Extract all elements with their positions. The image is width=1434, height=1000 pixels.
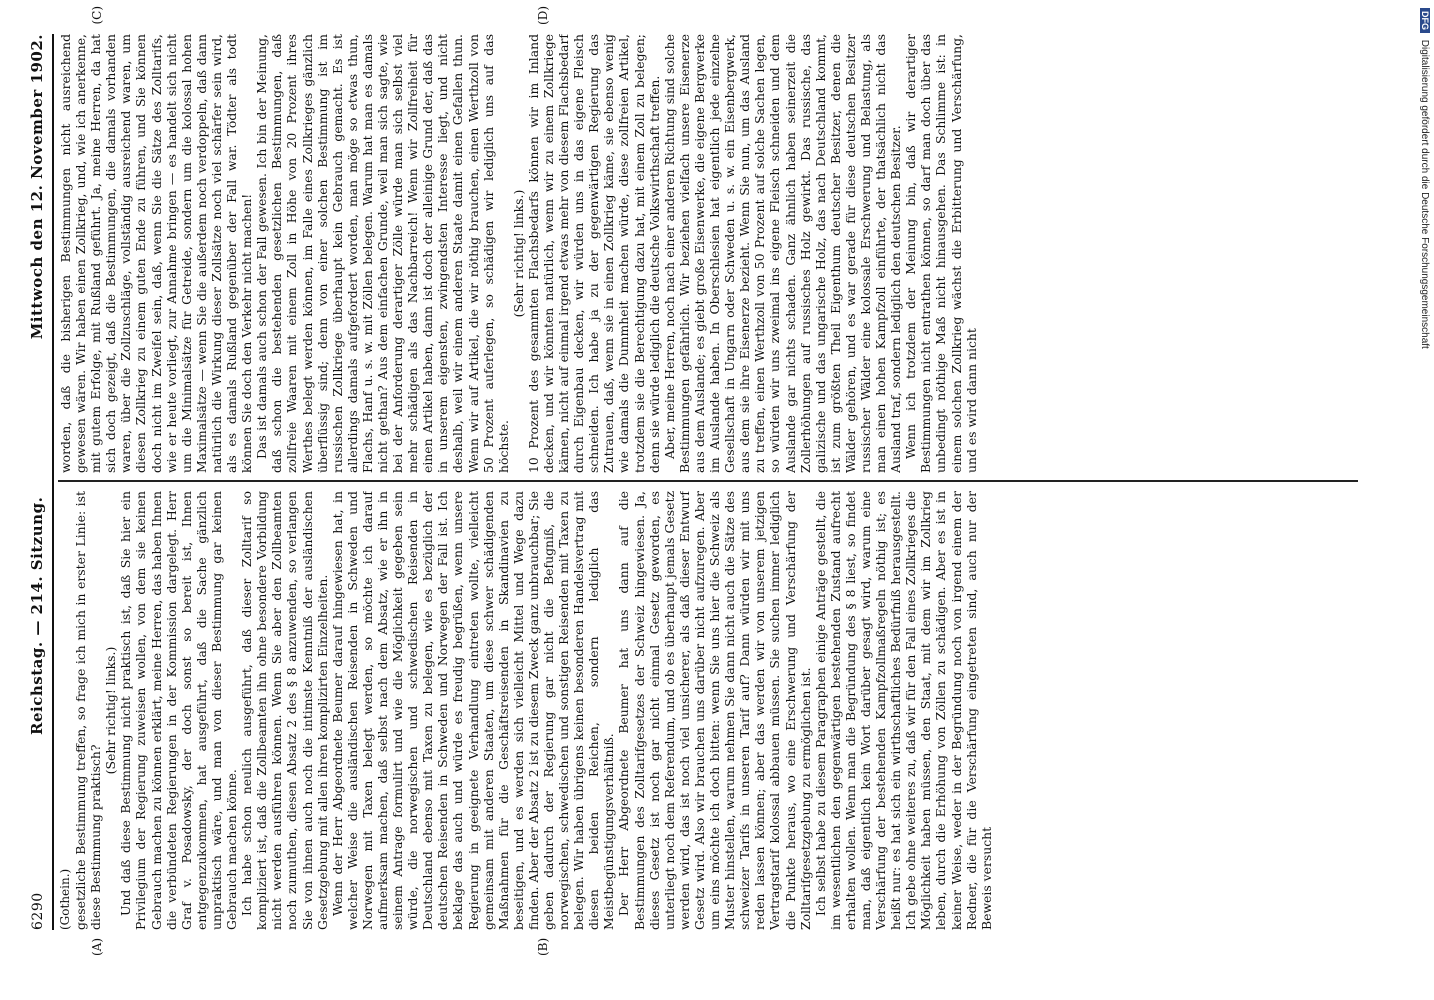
margin-marker-c: (C) xyxy=(90,6,104,25)
page-number: 6290 xyxy=(30,892,46,930)
paragraph: worden, daß die bisherigen Bestimmungen nicht ausreichend gewesen wären. Wir haben einen Zollkrieg, und, wie ich anerkenne, mit gutem Erfolge, mit Rußland geführt. Ja, meine Herren, da hat sich doch gezeigt, daß die Bestimmungen, die damals vorhanden waren, über die Zollzuschläge, vollständig ausreichend waren, um diesen Zollkrieg zu einem guten Ende zu führen, und Sie können doch nicht im Zweifel sein, daß, wenn Sie die Sätze des Zolltarifs, wie er heute vorliegt, zur Annahme bringen — es handelt sich nicht um die Minimalsätze für Getreide, sondern um die kolossal hohen Maximalsätze — wenn Sie die außerdem noch verdoppeln, daß dann natürlich die Wirkung dieser Zollsätze noch viel schärfer sein wird, als es damals Rußland gegenüber der Fall war. Tödter als todt können Sie doch den Verkehr nicht machen! xyxy=(58,34,255,473)
text-columns xyxy=(58,6,1358,956)
page-header xyxy=(28,34,50,930)
paragraph: Ich habe schon neulich ausgeführt, daß dieser Zolltarif so kompliziert ist, daß die Zollbeamten ihn ohne besondere Vorbildung nicht werden ausführen können. Wenn Sie aber den Zollbeamten noch zumuthen, diesen Absatz 2 des § 8 anzuwenden, so verlangen Sie von ihnen auch noch die intimste Kenntniß der ausländischen Gesetzgebung mit allen ihren komplizirten Einzelheiten. xyxy=(239,491,330,930)
right-column xyxy=(58,34,1358,473)
funding-note xyxy=(1416,8,1432,998)
interjection: (Sehr richtig! links.) xyxy=(510,189,526,318)
paragraph: Das ist damals auch schon der Fall gewesen. Ich bin der Meinung, daß schon die bestehenden gesetzlichen Bestimmungen, daß zollfreie Waaren mit einem Zoll in Höhe von 20 Prozent ihres Werthes belegt werden können, im Falle eines Zollkrieges gänzlich überflüssig sind; denn von einer solchen Bestimmung ist im russischen Zollkriege überhaupt kein Gebrauch gemacht. Es ist allerdings damals aufgefordert worden, man möge so etwas thun, Flachs, Hanf u. s. w. mit Zöllen belegen. Warum hat man es damals nicht gethan? Aus dem einfachen Grunde, weil man sich sagte, wie bei der Anforderung derartiger Zölle würde man sich selbst viel mehr schädigen als das Nachbarreich! Wenn wir Zollfreiheit für einen Artikel haben, dann ist doch der alleinige Grund der, daß das in unserem eigensten, zwingendsten Interesse liegt, und nicht deshalb, weil wir einem anderen Staate damit einen Gefallen thun. Wenn wir auf Artikel, die wir nöthig brauchen, einen Werthzoll von 50 Prozent auferlegen, so schädigen wir lediglich uns auf das höchste. xyxy=(254,34,511,473)
header-right-title: Mittwoch den 12. November 1902. xyxy=(28,34,46,340)
paragraph: Und daß diese Bestimmung nicht praktisch ist, daß Sie hier ein Privilegium der Regierung zuweisen wollen, von dem sie keinen Gebrauch machen zu können erklärt, meine Herren, das haben Ihnen die verbündeten Regierungen in der Kommission dargelegt. Herr Graf v. Posadowsky, der doch sonst so bereit ist, Ihnen entgegenzukommen, hat ausgeführt, daß die Sache gänzlich unpraktisch wäre, und man von dieser Bestimmung gar keinen Gebrauch machen könne. xyxy=(118,491,240,930)
header-rule xyxy=(52,34,54,930)
paragraph: Aber, meine Herren, noch nach einer anderen Richtung sind solche Bestimmungen gefährlich. Wir beziehen vielfach unsere Eisenerze aus dem Auslande; es giebt große Eisenwerke, die eigene Bergwerke im Auslande haben. In Oberschlesien hat eigentlich jede einzelne Gesellschaft in Ungarn oder Schweden u. s. w. ein Eisenbergwerk, aus dem sie ihre Eisenerze bezieht. Wenn Sie nun, um das Ausland zu treffen, einen Werthzoll von 50 Prozent auf solche Sachen legen, so würden wir uns zweimal ins eigene Fleisch schneiden und dem Auslande gar nichts schaden. Ganz ähnlich haben seinerzeit die Zollerhöhungen auf russisches Holz gewirkt. Das russische, das galizische und das ungarische Holz, das nach Deutschland kommt, ist zum größten Theil Eigenthum deutscher Besitzer, denen die Wälder gehören, und es war gerade für diese deutschen Besitzer russischer Wälder eine kolossale Erschwerung und Belastung, als man einen hohen Kampfzoll einführte, der thatsächlich nicht das Ausland traf, sondern lediglich den deutschen Besitzer. xyxy=(661,34,904,473)
paragraph: Ich selbst habe zu diesem Paragraphen einige Anträge gestellt, die im wesentlichen den gegenwärtigen bestehenden Zustand aufrecht erhalten wollen. Wenn man die Begründung des § 8 liest, so findet man, daß eigentlich kein Wort darüber gesagt wird, warum eine Verschärfung der bestehenden Kampfzollmaßregeln nöthig ist; es heißt nur: es hat sich ein wirthschaftliches Bedürfniß herausgestellt. Ich gebe ohne weiteres zu, daß wir für den Fall eines Zollkrieges die Möglichkeit haben müssen, den Staat, mit dem wir im Zollkrieg leben, durch die Erhöhung von Zöllen zu schädigen. Aber es ist in keiner Weise, weder in der Begründung noch von irgend einem der Redner, die für die Verschärfung eingetreten sind, auch nur der Beweis versucht xyxy=(812,491,994,930)
dfg-logo: DFG xyxy=(1420,8,1430,33)
interjection: (Sehr richtig! links.) xyxy=(103,646,119,775)
column-separator xyxy=(58,480,1358,482)
speaker-label: (Gothein.) xyxy=(58,868,72,930)
paragraph: Wenn ich trotzdem der Meinung bin, daß wir derartiger Bestimmungen nicht entrathen können, so darf man doch über das unbedingt nöthige Maß nicht hinausgehen. Das Schlimme ist: in einem solchen Zollkrieg wächst die Erbitterung und Verschärfung, und es wird dann nicht xyxy=(903,34,979,473)
margin-marker-a: (A) xyxy=(90,937,104,956)
paragraph: 10 Prozent des gesammten Flachsbedarfs können wir im Inland decken, und wir könnten natürlich, wenn wir zu einem Zollkriege kämen, nicht auf einmal irgend etwas mehr von diesem Flachsbedarf durch Eigenbau decken, wir würden uns in das eigene Fleisch schneiden. Ich habe ja zu der gegenwärtigen Regierung das Zutrauen, daß, wenn sie in einen Zollkrieg käme, sie ebenso wenig wie damals die Dummheit machen würde, diese zollfreien Artikel, trotzdem sie die Berechtigung dazu hat, mit einem Zoll zu belegen; denn sie würde lediglich die deutsche Volkswirthschaft treffen. xyxy=(525,34,662,473)
margin-marker-d: (D) xyxy=(536,6,550,25)
header-left-title: Reichstag. — 214. Sitzung. xyxy=(28,496,46,735)
paragraph: Der Herr Abgeordnete Beumer hat uns dann auf die Bestimmungen des Zolltarifgesetzes der Schweiz hingewiesen. Ja, dieses Gesetz ist noch gar nicht einmal Gesetz geworden, es unterliegt noch dem Referendum, und ob es überhaupt jemals Gesetz werden wird, das ist noch viel unsicherer, als daß dieser Entwurf Gesetz wird. Also wir brauchen uns darüber nicht aufzuregen. Aber um eins möchte ich doch bitten: wenn Sie uns hier die Schweiz als Muster hinstellen, warum nehmen Sie dann nicht auch die Sätze des schweizer Tarifs in unseren Tarif auf? Dann würden wir mit uns reden lassen können; aber das werden wir von unserem jetzigen Vertragstarif kolossal abbauen müssen. Sie suchen immer lediglich die Punkte heraus, wo eine Erschwerung und Verschärfung der Zolltarifgesetzgebung zu ermöglichen ist. xyxy=(616,491,813,930)
margin-marker-b: (B) xyxy=(536,937,550,956)
paragraph: gesetzliche Bestimmung treffen, so frage ich mich in erster Linie: ist diese Bestimmung praktisch? xyxy=(73,491,104,930)
paragraph: Wenn der Herr Abgeordnete Beumer darauf hingewiesen hat, in welcher Weise die ausländischen Reisenden in Schweden und Norwegen mit Taxen belegt werden, so möchte ich darauf aufmerksam machen, daß selbst nach dem Absatz, wie er ihn in seinem Antrage formulirt und wie die Möglichkeit gegeben sein würde, die norwegischen und schwedischen Reisenden in Deutschland ebenso mit Taxen zu belegen, wie es bezüglich der deutschen Reisenden in Schweden und Norwegen der Fall ist. Ich beklage das auch und würde es freudig begrüßen, wenn unsere Regierung in geeignete Verhandlung eintreten wollte, vielleicht gemeinsam mit anderen Staaten, um diese schwer schädigenden Maßnahmen für die Geschäftsreisenden in Skandinavien zu beseitigen, und es werden sich vielleicht Mittel und Wege dazu finden. Aber der Absatz 2 ist zu diesem Zweck ganz unbrauchbar; Sie geben dadurch der Regierung gar nicht die Befugniß, die norwegischen, schwedischen und sonstigen Reisenden mit Taxen zu belegen. Wir haben übrigens keinen besonderen Handelsvertrag mit diesen beiden Reichen, sondern lediglich das Meistbegünstigungsverhältniß. xyxy=(329,491,617,930)
left-column xyxy=(58,491,1358,930)
funding-note-text: Digitalisierung gefördert durch die Deutsche Forschungsgemeinschaft xyxy=(1419,39,1430,349)
